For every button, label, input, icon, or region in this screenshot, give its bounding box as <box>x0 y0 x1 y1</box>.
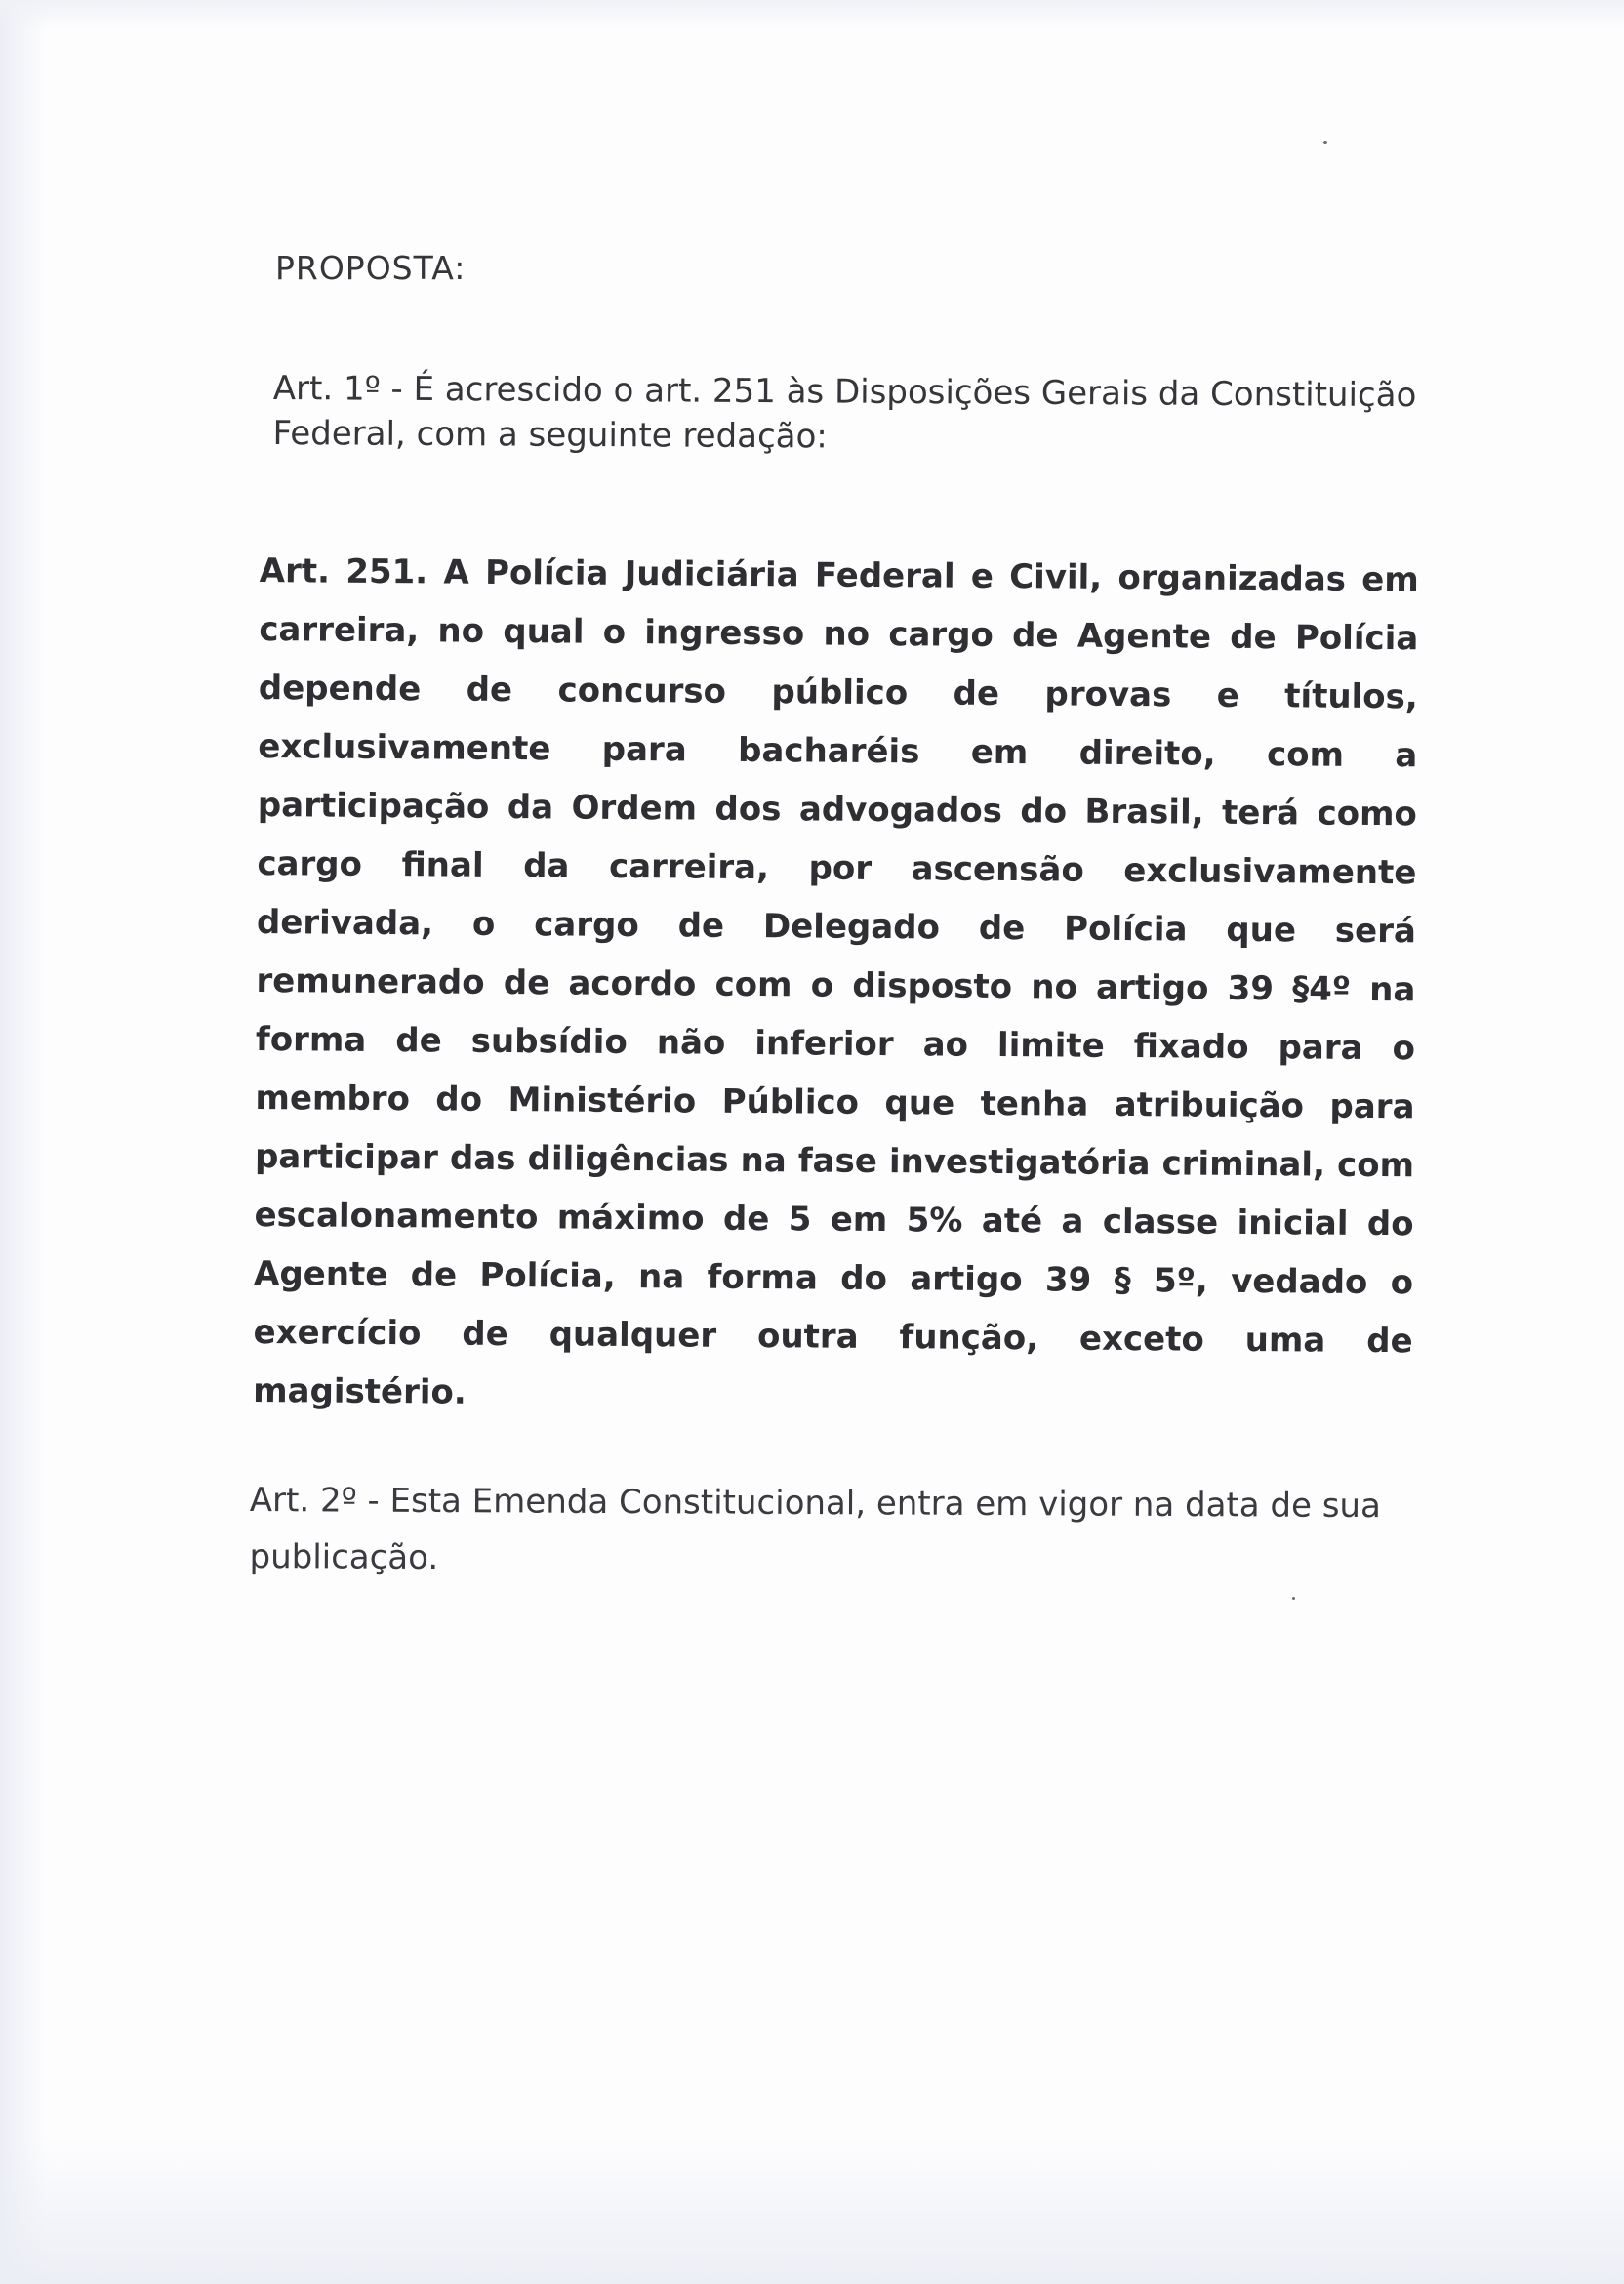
article-1-paragraph: Art. 1º - É acrescido o art. 251 às Disposições Gerais da Constituição Federal, com a seguinte redação: <box>272 368 1417 457</box>
article-251-paragraph: Art. 251. A Polícia Judiciária Federal e Civil, organizadas em carreira, no qual o ingresso no cargo de Agente de Polícia depende de concurso público de provas e títulos, exclusivamente para bacharéis em direito, com a participação da Ordem dos advogados do Brasil, terá como cargo final da carreira, por ascensão exclusivamente derivada, o cargo de Delegado de Polícia que será remunerado de acordo com o disposto no artigo 39 §4º na forma de subsídio não inferior ao limite fixado para o membro do Ministério Público que tenha atribuição para participar das diligências na fase investigatória criminal, com escalonamento máximo de 5 em 5% até a classe inicial do Agente de Polícia, na forma do artigo 39 § 5º, vedado o exercício de qualquer outra função, exceto uma de magistério. <box>253 551 1419 1412</box>
scan-shadow-bottom <box>0 2138 1624 2284</box>
scan-shadow-left <box>0 0 47 2284</box>
proposal-heading: PROPOSTA: <box>275 249 467 287</box>
scan-shadow-top <box>0 0 1624 29</box>
scan-speck <box>1292 1597 1295 1600</box>
article-2-paragraph: Art. 2º - Esta Emenda Constitucional, entra em vigor na data de sua publicação. <box>249 1480 1381 1578</box>
scan-speck <box>1323 141 1327 144</box>
